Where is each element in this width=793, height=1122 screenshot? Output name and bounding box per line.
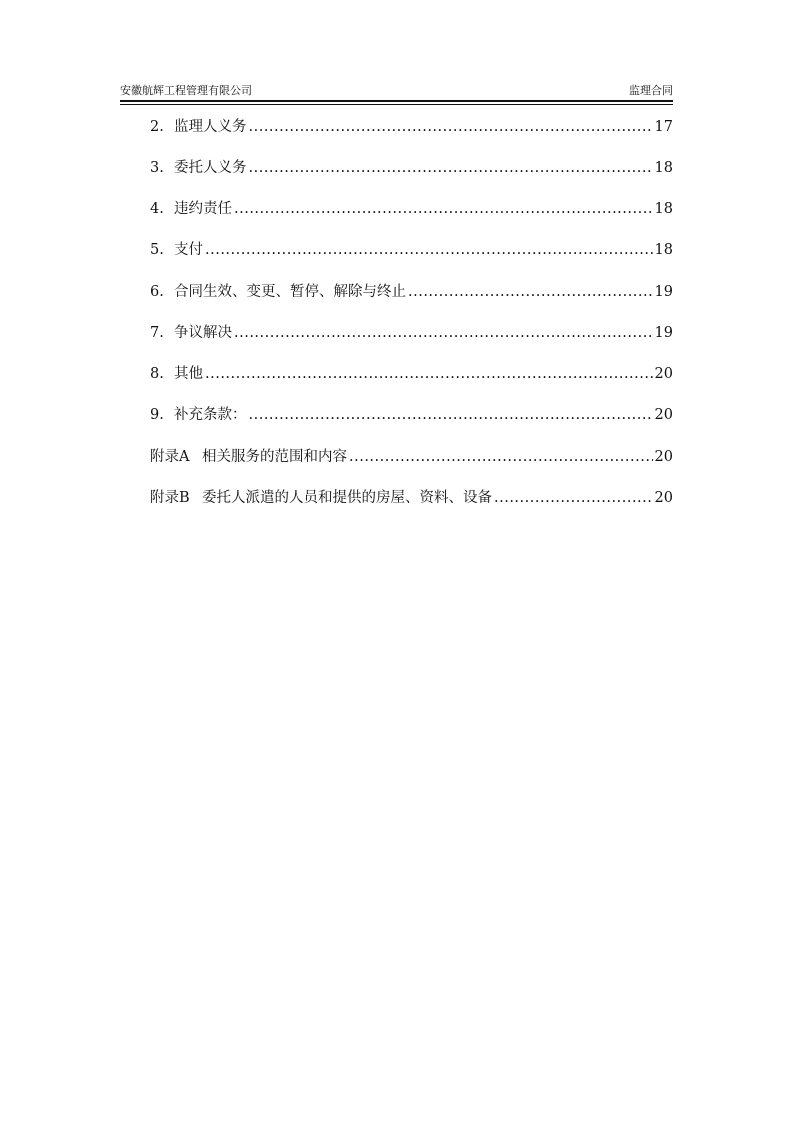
toc-entry-page: 20 (654, 490, 673, 506)
toc-dot-leader (249, 405, 653, 425)
toc-entry[interactable] (150, 158, 673, 178)
toc-entry-number: 2. (150, 119, 164, 135)
toc-entry[interactable] (150, 405, 673, 425)
toc-entry-page: 18 (654, 160, 673, 176)
toc-entry-title: 委托人义务 (174, 160, 247, 176)
toc-entry-number: 附录B (150, 490, 190, 506)
toc-entry-number: 附录A (150, 449, 190, 465)
toc-entry-page: 20 (654, 366, 673, 382)
toc-entry-title: 违约责任 (174, 201, 232, 217)
toc-entry[interactable] (150, 323, 673, 343)
toc-entry-page: 17 (654, 119, 673, 135)
toc-entry-number: 5. (150, 242, 164, 258)
toc-entry-page: 18 (654, 242, 673, 258)
toc-entry-title: 监理人义务 (174, 119, 247, 135)
header-document-title: 监理合同 (629, 84, 673, 97)
header-rule-thin (120, 104, 673, 105)
toc-entry-number: 6. (150, 284, 164, 300)
toc-dot-leader (205, 364, 653, 384)
toc-dot-leader (408, 282, 653, 302)
toc-entry-number: 7. (150, 325, 164, 341)
toc-entry-title: 补充条款： (174, 407, 247, 423)
toc-entry-page: 20 (654, 449, 673, 465)
toc-entry-page: 18 (654, 201, 673, 217)
header-company-name: 安徽航辉工程管理有限公司 (120, 84, 252, 97)
toc-dot-leader (205, 240, 653, 260)
page-header (120, 84, 673, 98)
toc-entry-title: 其他 (174, 366, 203, 382)
toc-dot-leader (234, 199, 653, 219)
toc-entry-title: 争议解决 (174, 325, 232, 341)
toc-entry-page: 20 (654, 407, 673, 423)
toc-entry[interactable] (150, 488, 673, 508)
toc-entry[interactable] (150, 447, 673, 467)
toc-entry-page: 19 (654, 284, 673, 300)
toc-entry[interactable] (150, 282, 673, 302)
toc-entry-title: 委托人派遣的人员和提供的房屋、资料、设备 (202, 490, 492, 506)
toc-dot-leader (249, 158, 653, 178)
toc-entry[interactable] (150, 199, 673, 219)
toc-entry-number: 4. (150, 201, 164, 217)
toc-dot-leader (234, 323, 653, 343)
toc-entry[interactable] (150, 364, 673, 384)
toc-entry-title: 支付 (174, 242, 203, 258)
toc-dot-leader (249, 117, 653, 137)
header-rule (120, 100, 673, 102)
toc-entry-title: 相关服务的范围和内容 (202, 449, 347, 465)
toc-dot-leader (494, 488, 653, 508)
toc-entry[interactable] (150, 117, 673, 137)
toc-entry-number: 8. (150, 366, 164, 382)
toc-entry-number: 9. (150, 407, 164, 423)
toc-entry-page: 19 (654, 325, 673, 341)
toc-entry-number: 3. (150, 160, 164, 176)
toc-entry-title: 合同生效、变更、暂停、解除与终止 (174, 284, 406, 300)
toc-entry[interactable] (150, 240, 673, 260)
toc-dot-leader (349, 447, 653, 467)
